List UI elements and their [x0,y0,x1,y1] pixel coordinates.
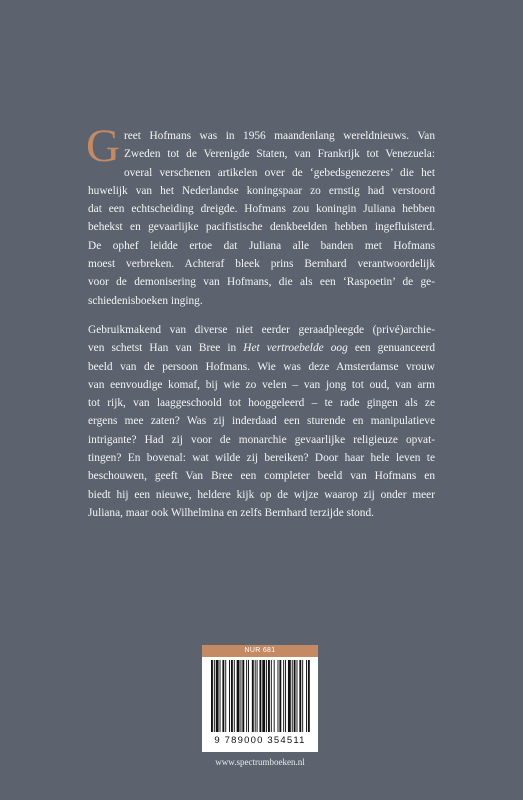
barcode-bar [259,660,261,732]
blurb-line: beschouwen, geeft Van Bree een completer beeld van Hofmans en [88,470,435,483]
blurb-text: een genuanceerd [347,342,435,355]
blurb-text: ven schetst Han van Bree in [88,342,244,355]
blurb-line: tingen? En bovenal: wat wilde zij bereiken? Door haar hele leven te [88,452,435,465]
barcode-bar [294,660,296,732]
barcode-bar [279,660,281,732]
blurb-paragraph-1 [86,120,435,310]
barcode-bar [308,660,310,732]
barcode-bar [242,660,244,732]
blurb-line: schiedenisboeken inging. [88,294,203,307]
barcode-bar [266,660,267,732]
barcode-bar [297,660,298,732]
barcode-bar [234,660,235,732]
barcode-bar [257,660,258,732]
nur-code: NUR 681 [202,645,318,657]
barcode-bar [302,660,303,732]
blurb-paragraph-2 [88,321,435,522]
barcode-bar [283,660,284,732]
barcode-bar [262,660,265,732]
barcode-bar [255,660,256,732]
blurb-line: intrigante? Had zij voor de monarchie gevaarlijke religieuze opvat- [88,433,435,446]
blurb-line: Zweden tot de Verenigde Staten, van Frankrijk tot Venezuela: [123,148,435,161]
blurb-line: huwelijk van het Nederlandse koningspaar zo ernstig had verstoord [88,184,435,197]
blurb-line: ergens mee zaten? Was zij inderdaad een sturende en manipulatieve [88,415,435,428]
blurb-line: Juliana, maar ook Wilhelmina en zelfs Bernhard terzijde stond. [88,506,374,519]
barcode-bar [216,660,219,732]
blurb-line: overal verschenen artikelen over de ‘gebedsgenezeres’ die het [123,166,435,179]
barcode-bar [252,660,254,732]
blurb-line: Gebruikmakend van diverse niet eerder geraadpleegde (privé)archie- [88,324,435,336]
barcode-image [205,660,315,736]
blurb-line: voor de demonisering van Hofmans, die als een ‘Raspoetin’ de ge- [88,276,435,289]
barcode-bar [225,660,226,732]
blurb-line: beeld van de persoon Hofmans. Wie was deze Amsterdamse vrouw [88,360,435,373]
blurb-line: behekst en gevaarlijke pacifistische denkbeelden hebben ingefluisterd. [88,221,435,234]
blurb-line: moest verbreken. Achteraf bleek prins Bernhard verantwoordelijk [88,258,435,271]
barcode-bar [271,660,272,732]
barcode-bar [211,660,213,732]
barcode-bar [278,660,279,732]
blurb-line: reet Hofmans was in 1956 maandenlang wereldnieuws. Van [123,130,435,142]
isbn-digits: 9 789000 354511 [214,735,306,746]
barcode-bar [214,660,215,732]
barcode-bar [220,660,221,732]
barcode-bar [240,660,241,732]
barcode-bar [285,660,286,732]
barcode-bar [306,660,307,732]
blurb-line: biedt hij een nieuwe, heldere kijk op de wijze waarop zij onder meer [88,488,435,501]
barcode-bar [246,660,247,732]
barcode-bar [248,660,249,732]
publisher-website: www.spectrumboeken.nl [215,757,305,767]
blurb-line: De ophef leidde ertoe dat Juliana alle banden met Hofmans [88,239,435,252]
barcode-bar [274,660,275,732]
barcode-bar [237,660,240,732]
barcode-bar [229,660,230,732]
blurb-line [88,339,435,357]
blurb-line: tot rijk, van laaggeschoold tot hooggeleerd – te rade gingen als ze [88,397,435,410]
blurb-line: van eenvoudige komaf, bij wie zo velen – van jong tot oud, van arm [88,378,435,391]
blurb-line: dat een echtscheiding dreigde. Hofmans zou koningin Juliana hebben [88,203,435,216]
dropcap-letter: G [86,120,120,172]
barcode-bar [299,660,301,732]
barcode-bar [222,660,224,732]
barcode-bar [268,660,270,732]
book-title: Het vertroebelde oog [243,342,348,355]
barcode-bar [288,660,291,732]
barcode-bar [292,660,293,732]
isbn-barcode-panel [202,645,318,752]
barcode-bar [231,660,233,732]
